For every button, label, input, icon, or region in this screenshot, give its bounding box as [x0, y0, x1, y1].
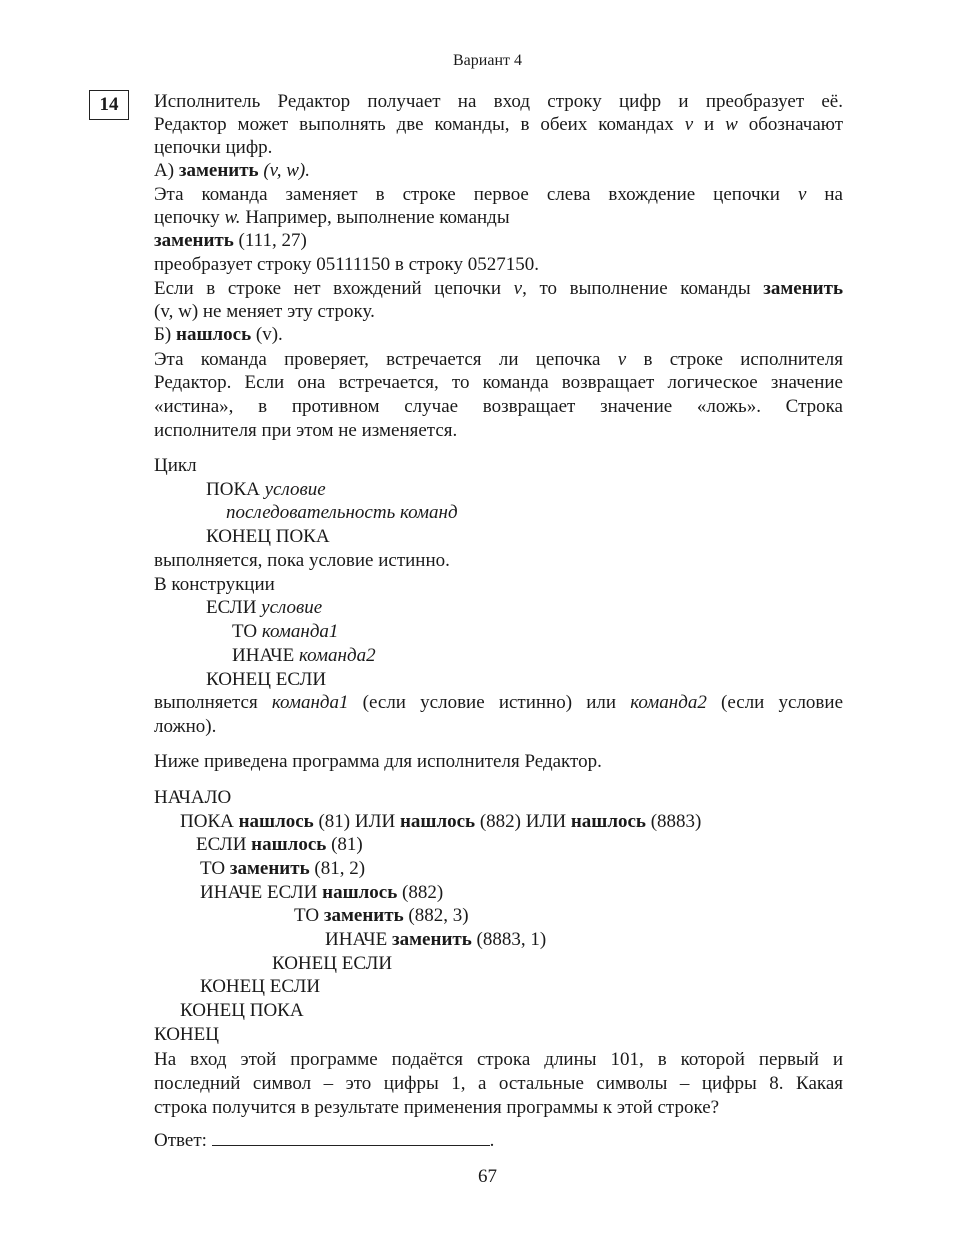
command-b-heading: Б) нашлось (v).: [154, 324, 283, 345]
page-header: Вариант 4: [453, 52, 522, 69]
command-a-example: заменить (111, 27): [154, 230, 307, 251]
loop-while: ПОКА условие: [206, 479, 326, 500]
command-b-desc-4: исполнителя при этом не изменяется.: [154, 420, 458, 441]
intro-line-2: Редактор может выполнять две команды, в обеих командах v и w обозначают: [154, 114, 844, 135]
command-a-example-result: преобразует строку 05111150 в строку 0527150.: [154, 254, 540, 275]
command-a-note-2: (v, w) не меняет эту строку.: [154, 301, 375, 322]
question-line-2: последний символ – это цифры 1, а остальные символы – цифры 8. Какая: [154, 1073, 843, 1094]
command-b-desc-1: Эта команда проверяет, встречается ли цепочка v в строке исполнителя: [154, 349, 843, 370]
program-intro: Ниже приведена программа для исполнителя Редактор.: [154, 751, 602, 772]
loop-title: Цикл: [154, 455, 197, 476]
page-number: 67: [478, 1166, 497, 1187]
question-line-3: строка получится в результате применения программы к этой строке?: [154, 1097, 720, 1118]
command-a-desc-1: Эта команда заменяет в строке первое слева вхождение цепочки v на: [154, 184, 843, 205]
program-start: НАЧАЛО: [154, 787, 232, 808]
program-then-2: ТО заменить (882, 3): [294, 905, 469, 926]
branch-note-2: ложно).: [154, 716, 217, 737]
program-end: КОНЕЦ: [154, 1024, 219, 1045]
program-then: ТО заменить (81, 2): [200, 858, 366, 879]
command-a-heading: А) заменить (v, w).: [154, 160, 310, 181]
branch-end: КОНЕЦ ЕСЛИ: [206, 669, 327, 690]
answer-label: Ответ:: [154, 1130, 212, 1151]
branch-if: ЕСЛИ условие: [206, 597, 323, 618]
question-line-1: На вход этой программе подаётся строка длины 101, в которой первый и: [154, 1049, 843, 1070]
program-if: ЕСЛИ нашлось (81): [196, 834, 363, 855]
task-number-badge: 14: [89, 90, 129, 120]
loop-note: выполняется, пока условие истинно.: [154, 550, 450, 571]
command-a-desc-2: цепочку w. Например, выполнение команды: [154, 207, 510, 228]
loop-body: последовательность команд: [226, 502, 458, 523]
answer-row: Ответ: .: [154, 1130, 495, 1151]
program-while: ПОКА нашлось (81) ИЛИ нашлось (882) ИЛИ нашлось (8883): [180, 811, 702, 832]
branch-note-1: выполняется команда1 (если условие истинно) или команда2 (если условие: [154, 692, 844, 713]
program-endif-outer: КОНЕЦ ЕСЛИ: [200, 976, 321, 997]
loop-end: КОНЕЦ ПОКА: [206, 526, 330, 547]
program-elseif: ИНАЧЕ ЕСЛИ нашлось (882): [200, 882, 444, 903]
program-else: ИНАЧЕ заменить (8883, 1): [325, 929, 547, 950]
branch-title: В конструкции: [154, 574, 275, 595]
program-endwhile: КОНЕЦ ПОКА: [180, 1000, 304, 1021]
branch-else: ИНАЧЕ команда2: [232, 645, 376, 666]
program-endif-inner: КОНЕЦ ЕСЛИ: [272, 953, 393, 974]
branch-then: ТО команда1: [232, 621, 339, 642]
intro-line-1: Исполнитель Редактор получает на вход строку цифр и преобразует её.: [154, 91, 843, 112]
command-a-note-1: Если в строке нет вхождений цепочки v, то выполнение команды заменить: [154, 278, 843, 299]
intro-line-3: цепочки цифр.: [154, 137, 273, 158]
answer-blank[interactable]: [212, 1131, 490, 1146]
command-b-desc-3: «истина», в противном случае возвращает значение «ложь». Строка: [154, 396, 843, 417]
command-b-desc-2: Редактор. Если она встречается, то команда возвращает логическое значение: [154, 372, 843, 393]
